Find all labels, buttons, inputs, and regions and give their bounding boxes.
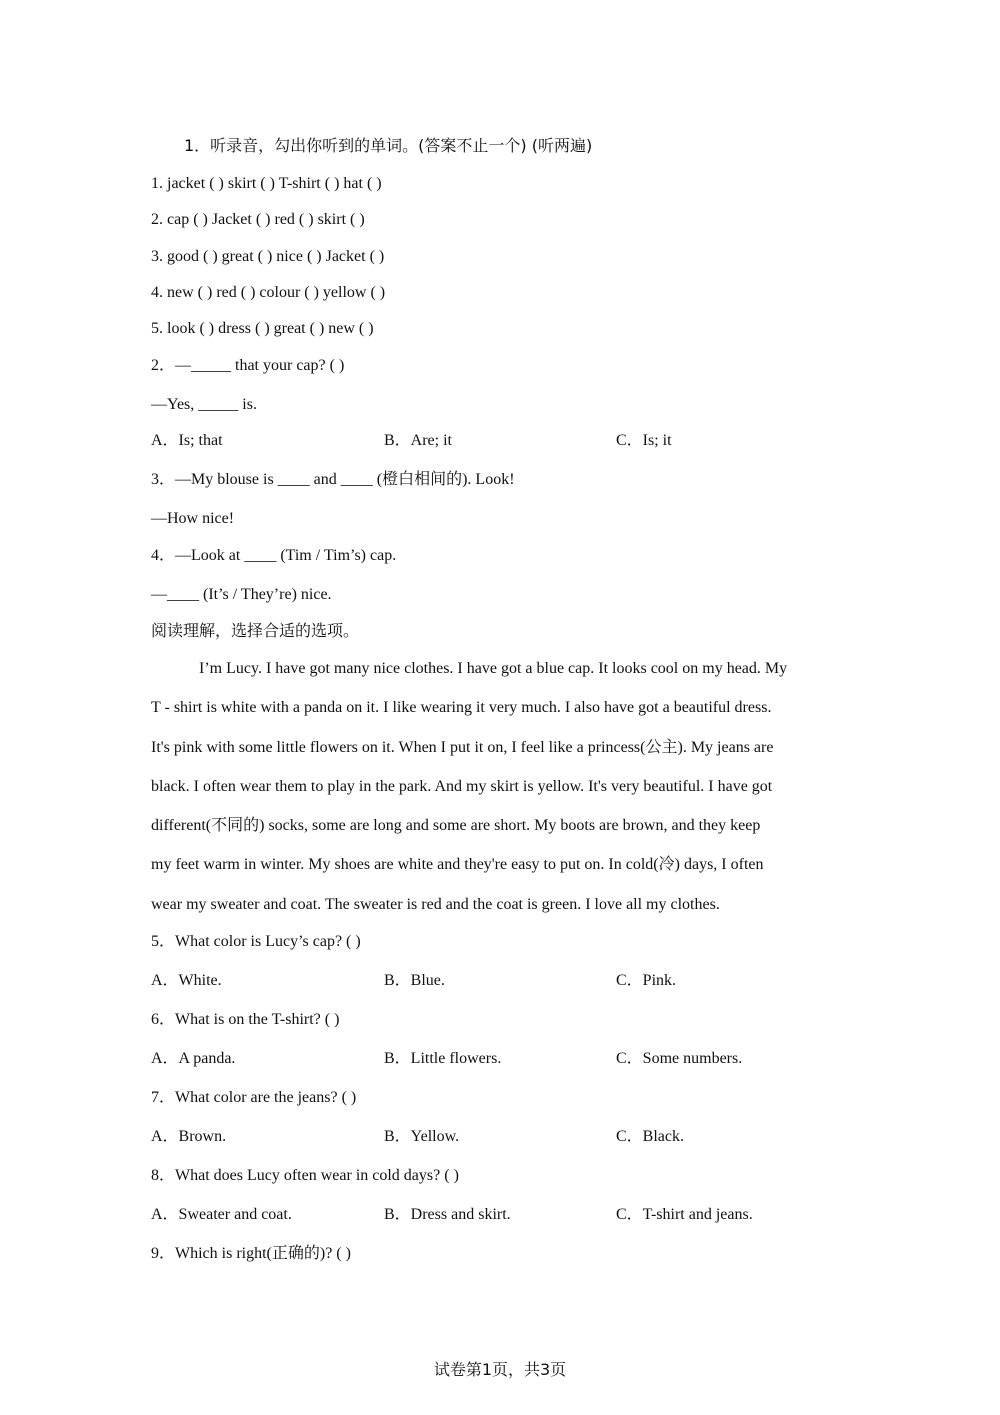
passage-line-7: wear my sweater and coat. The sweater is red and the coat is green. I love all my clothes.	[151, 895, 720, 913]
q4-stem: 4．—Look at ____ (Tim / Tim’s) cap.	[151, 547, 397, 564]
page-footer: 试卷第1页，共3页	[433, 1360, 567, 1379]
q6-option-b: B．Little flowers.	[384, 1050, 502, 1067]
q7-option-b: B．Yellow.	[384, 1128, 460, 1145]
q7-option-a: A．Brown.	[151, 1128, 227, 1145]
passage-line-2: T - shirt is white with a panda on it. I like wearing it very much. I also have got a beautiful dress.	[151, 699, 772, 717]
q4-reply: —____ (It’s / They’re) nice.	[151, 586, 332, 603]
q7-stem: 7．What color are the jeans? ( )	[151, 1089, 357, 1106]
q2-option-a: A．Is; that	[151, 432, 223, 449]
passage-line-3: It's pink with some little flowers on it. When I put it on, I feel like a princess(公主). My jeans are	[151, 738, 774, 756]
q3-reply: —How nice!	[151, 510, 235, 527]
reading-heading: 阅读理解，选择合适的选项。	[151, 621, 360, 640]
q1-row-4: 4. new ( ) red ( ) colour ( ) yellow ( )	[151, 284, 386, 301]
passage-line-4: black. I often wear them to play in the park. And my skirt is yellow. It's very beautiful. I have got	[151, 777, 773, 795]
q8-option-a: A．Sweater and coat.	[151, 1206, 292, 1223]
passage-line-1: I’m Lucy. I have got many nice clothes. I have got a blue cap. It looks cool on my head. My	[199, 660, 788, 677]
q8-stem: 8．What does Lucy often wear in cold days? ( )	[151, 1167, 459, 1184]
q1-row-5: 5. look ( ) dress ( ) great ( ) new ( )	[151, 320, 374, 337]
reading-passage	[151, 649, 851, 924]
q3-stem: 3．—My blouse is ____ and ____ (橙白相间的). Look!	[151, 471, 515, 488]
q1-row-1: 1. jacket ( ) skirt ( ) T-shirt ( ) hat ( )	[151, 175, 382, 192]
q5-option-a: A．White.	[151, 972, 222, 989]
q7-option-c: C．Black.	[616, 1128, 684, 1145]
q5-stem: 5．What color is Lucy’s cap? ( )	[151, 933, 361, 950]
q8-option-b: B．Dress and skirt.	[384, 1206, 511, 1223]
q8-option-c: C．T-shirt and jeans.	[616, 1206, 753, 1223]
q2-option-b: B．Are; it	[384, 432, 452, 449]
q5-option-b: B．Blue.	[384, 972, 445, 989]
q2-option-c: C．Is; it	[616, 432, 672, 449]
q6-stem: 6．What is on the T-shirt? ( )	[151, 1011, 340, 1028]
q2-stem: 2．—_____ that your cap? ( )	[151, 357, 345, 374]
q9-stem: 9．Which is right(正确的)? ( )	[151, 1245, 351, 1262]
q1-row-2: 2. cap ( ) Jacket ( ) red ( ) skirt ( )	[151, 211, 365, 228]
passage-line-5: different(不同的) socks, some are long and some are short. My boots are brown, and they keep	[151, 817, 761, 835]
passage-line-6: my feet warm in winter. My shoes are white and they're easy to put on. In cold(冷) days, I often	[151, 856, 764, 874]
q1-title: 1．听录音，勾出你听到的单词。(答案不止一个) (听两遍)	[184, 136, 593, 155]
q5-option-c: C．Pink.	[616, 972, 677, 989]
q6-option-c: C．Some numbers.	[616, 1050, 743, 1067]
q6-option-a: A．A panda.	[151, 1050, 236, 1067]
q2-reply: —Yes, _____ is.	[151, 396, 257, 413]
q1-row-3: 3. good ( ) great ( ) nice ( ) Jacket ( )	[151, 248, 385, 265]
